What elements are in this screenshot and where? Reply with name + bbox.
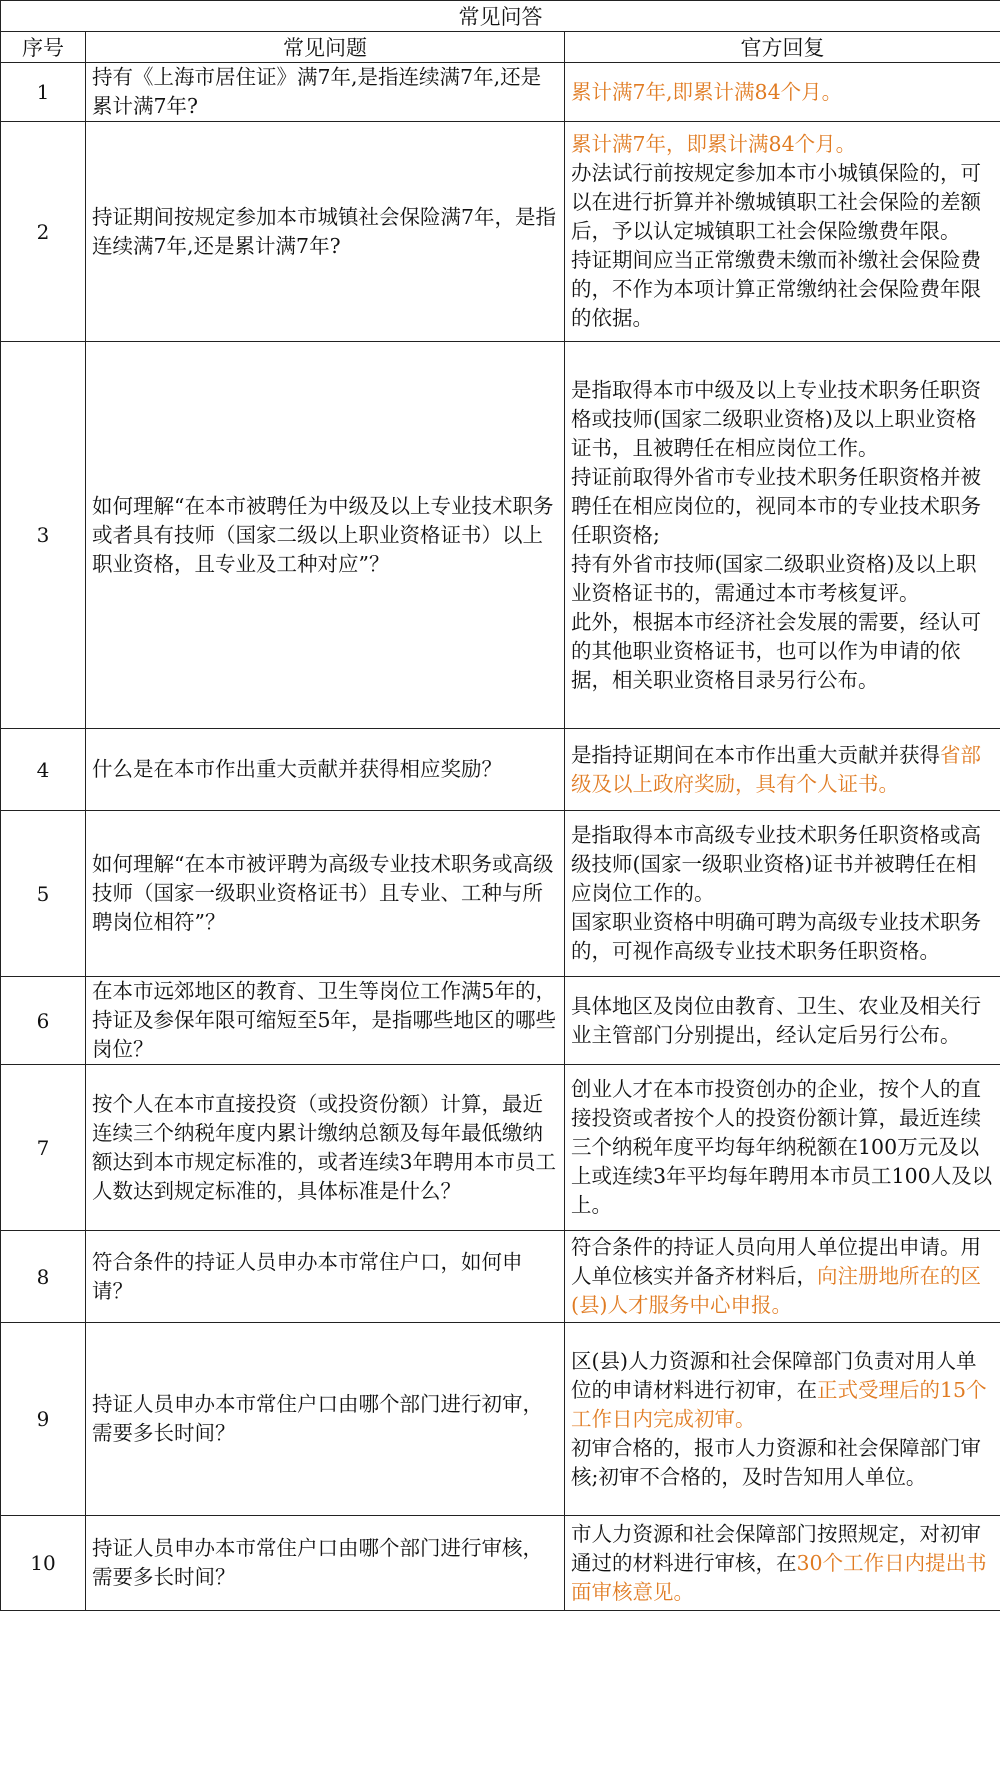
row-number: 2: [1, 122, 86, 342]
header-answer: 官方回复: [565, 32, 1000, 63]
answer-highlight: 正式受理后的15个工作日内完成初审。: [571, 1377, 987, 1431]
answer-text: 持证期间应当正常缴费未缴而补缴社会保险费的，不作为本项计算正常缴纳社会保险费年限的依据。: [571, 248, 981, 330]
faq-row: [1, 122, 1000, 342]
row-number: 9: [1, 1323, 86, 1516]
answer-text: 办法试行前按规定参加本市小城镇保险的，可以在进行折算并补缴城镇职工社会保险的差额后，予以认定城镇职工社会保险缴费年限。: [571, 161, 981, 243]
question-cell: 如何理解“在本市被聘任为中级及以上专业技术职务或者具有技师（国家二级以上职业资格证书）以上职业资格，且专业及工种对应”？: [86, 342, 565, 729]
answer-text: 持有外省市技师(国家二级职业资格)及以上职业资格证书的，需通过本市考核复评。: [571, 551, 977, 605]
faq-body: [1, 63, 1000, 1611]
row-number: 3: [1, 342, 86, 729]
answer-text: 区(县)人力资源和社会保障部门负责对用人单位的申请材料进行初审，在: [571, 1348, 977, 1402]
faq-row: [1, 977, 1000, 1065]
question-cell: 什么是在本市作出重大贡献并获得相应奖励？: [86, 729, 565, 811]
faq-row: [1, 63, 1000, 122]
row-number: 8: [1, 1231, 86, 1323]
row-number: 1: [1, 63, 86, 122]
faq-row: [1, 342, 1000, 729]
answer-cell: [565, 1065, 1000, 1231]
faq-row: [1, 729, 1000, 811]
answer-cell: [565, 729, 1000, 811]
row-number: 5: [1, 811, 86, 977]
answer-text: 初审合格的，报市人力资源和社会保障部门审核;初审不合格的，及时告知用人单位。: [571, 1435, 981, 1489]
answer-text: 是指取得本市中级及以上专业技术职务任职资格或技师(国家二级职业资格)及以上职业资格证书，且被聘任在相应岗位工作。: [571, 377, 981, 460]
faq-row: [1, 1516, 1000, 1611]
answer-highlight: 30个工作日内提出书面审核意见。: [571, 1550, 987, 1604]
answer-text: 市人力资源和社会保障部门按照规定，对初审通过的材料进行审核，在: [571, 1521, 981, 1575]
row-number: 4: [1, 729, 86, 811]
question-cell: 持证期间按规定参加本市城镇社会保险满7年，是指连续满7年,还是累计满7年?: [86, 122, 565, 342]
answer-cell: [565, 122, 1000, 342]
question-cell: 持证人员申办本市常住户口由哪个部门进行审核，需要多长时间？: [86, 1516, 565, 1611]
answer-text: 创业人才在本市投资创办的企业，按个人的直接投资或者按个人的投资份额计算，最近连续三个纳税年度平均每年纳税额在100万元及以上或连续3年平均每年聘用本市员工100人及以上。: [571, 1077, 993, 1217]
faq-row: [1, 1323, 1000, 1516]
answer-highlight: 向注册地所在的区(县)人才服务中心申报。: [571, 1264, 981, 1317]
question-cell: 符合条件的持证人员申办本市常住户口，如何申请？: [86, 1231, 565, 1323]
row-number: 10: [1, 1516, 86, 1611]
answer-cell: [565, 1323, 1000, 1516]
question-cell: 按个人在本市直接投资（或投资份额）计算，最近连续三个纳税年度内累计缴纳总额及每年最低缴纳额达到本市规定标准的，或者连续3年聘用本市员工人数达到规定标准的，具体标准是什么？: [86, 1065, 565, 1231]
answer-text: 此外，根据本市经济社会发展的需要，经认可的其他职业资格证书，也可以作为申请的依据，相关职业资格目录另行公布。: [571, 609, 981, 692]
row-number: 6: [1, 977, 86, 1065]
faq-row: [1, 1065, 1000, 1231]
table-title: 常见问答: [1, 1, 1000, 32]
answer-text: 持证前取得外省市专业技术职务任职资格并被聘任在相应岗位的，视同本市的专业技术职务任职资格;: [571, 464, 981, 547]
answer-text: 国家职业资格中明确可聘为高级专业技术职务的，可视作高级专业技术职务任职资格。: [571, 910, 981, 963]
faq-row: [1, 1231, 1000, 1323]
answer-text: 符合条件的持证人员向用人单位提出申请。用人单位核实并备齐材料后，: [571, 1235, 981, 1288]
answer-text: 是指持证期间在本市作出重大贡献并获得: [571, 742, 940, 767]
answer-text: 具体地区及岗位由教育、卫生、农业及相关行业主管部门分别提出，经认定后另行公布。: [571, 993, 981, 1047]
answer-highlight: 累计满7年,即累计满84个月。: [571, 79, 843, 104]
answer-cell: [565, 1231, 1000, 1323]
header-number: 序号: [1, 32, 86, 63]
question-cell: 在本市远郊地区的教育、卫生等岗位工作满5年的，持证及参保年限可缩短至5年，是指哪些地区的哪些岗位？: [86, 977, 565, 1065]
question-cell: 持证人员申办本市常住户口由哪个部门进行初审，需要多长时间？: [86, 1323, 565, 1516]
header-question: 常见问题: [86, 32, 565, 63]
answer-highlight: 省部级及以上政府奖励，具有个人证书。: [571, 742, 981, 796]
answer-cell: [565, 63, 1000, 122]
answer-cell: [565, 1516, 1000, 1611]
row-number: 7: [1, 1065, 86, 1231]
faq-row: [1, 811, 1000, 977]
answer-cell: [565, 811, 1000, 977]
answer-cell: [565, 977, 1000, 1065]
question-cell: 如何理解“在本市被评聘为高级专业技术职务或高级技师（国家一级职业资格证书）且专业、工种与所聘岗位相符”？: [86, 811, 565, 977]
answer-cell: [565, 342, 1000, 729]
answer-text: 是指取得本市高级专业技术职务任职资格或高级技师(国家一级职业资格)证书并被聘任在相应岗位工作的。: [571, 823, 981, 905]
answer-highlight: 累计满7年，即累计满84个月。: [571, 132, 857, 156]
question-cell: 持有《上海市居住证》满7年,是指连续满7年,还是累计满7年?: [86, 63, 565, 122]
